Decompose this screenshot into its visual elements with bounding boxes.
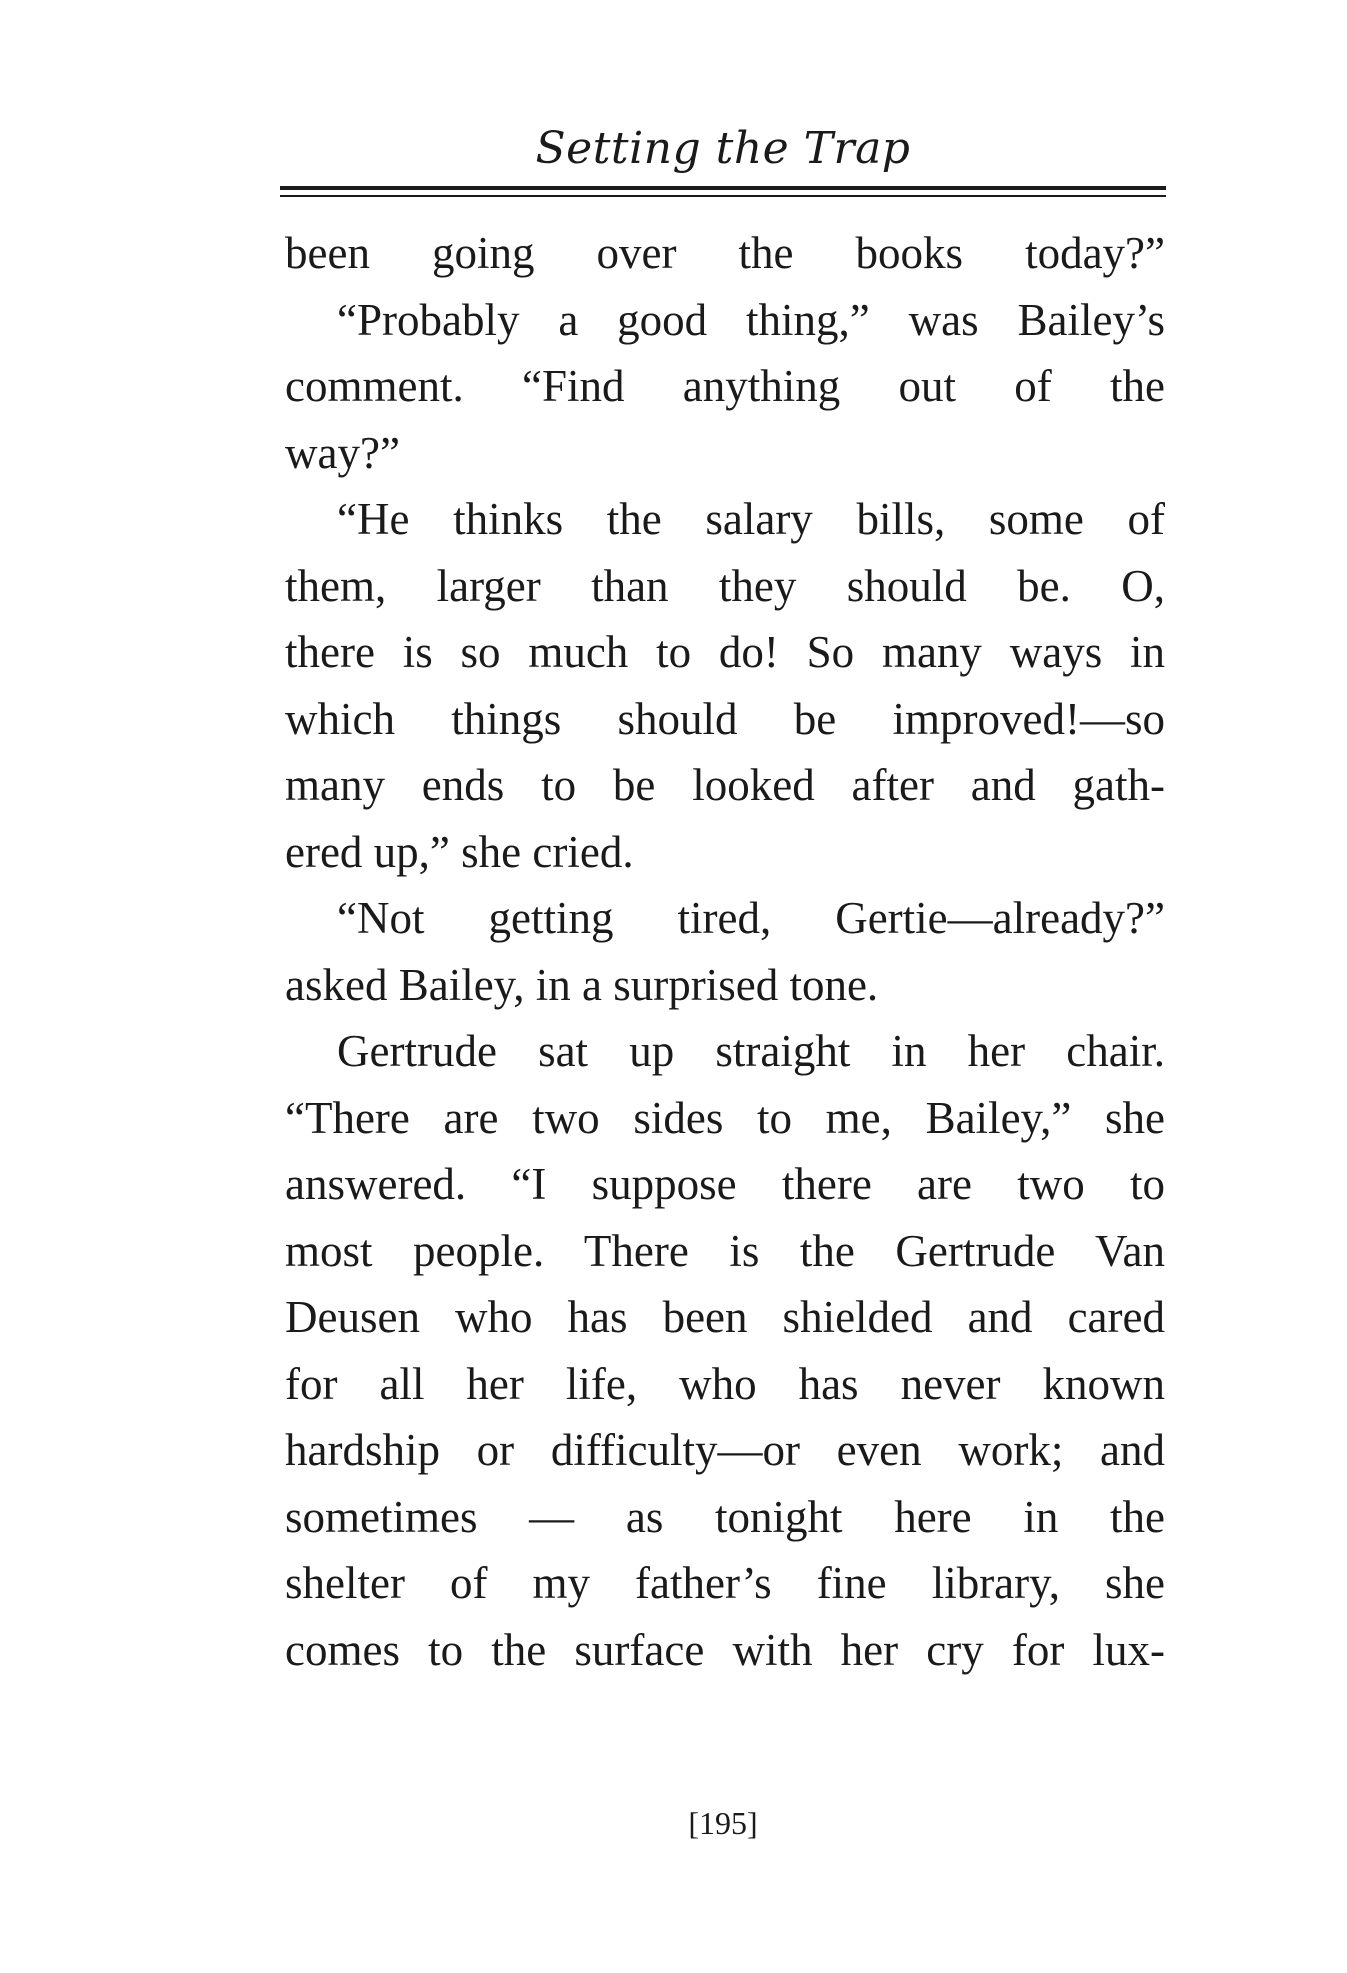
- header-rule-thin: [280, 195, 1166, 197]
- text-line: answered. “I suppose there are two to: [285, 1159, 1165, 1209]
- text-line: asked Bailey, in a surprised tone.: [285, 959, 879, 1010]
- text-line: “There are two sides to me, Bailey,” she: [285, 1092, 1165, 1143]
- text-line: “Probably a good thing,” was Bailey’s: [337, 294, 1165, 345]
- text-line: been going over the books today?”: [285, 228, 1165, 278]
- text-line: “He thinks the salary bills, some of: [337, 494, 1165, 544]
- text-line: shelter of my father’s fine library, she: [285, 1558, 1165, 1608]
- text-line: sometimes — as tonight here in the: [285, 1491, 1165, 1542]
- text-line: comment. “Find anything out of the: [285, 361, 1165, 411]
- text-line: them, larger than they should be. O,: [285, 560, 1165, 611]
- text-line: most people. There is the Gertrude Van: [285, 1225, 1165, 1276]
- header-rule-thick: [280, 186, 1166, 190]
- text-line: Deusen who has been shielded and cared: [285, 1292, 1165, 1342]
- text-line: hardship or difficulty—or even work; and: [285, 1425, 1165, 1475]
- page-number: [195]: [688, 1805, 758, 1841]
- text-line: way?”: [285, 427, 400, 478]
- text-line: which things should be improved!—so: [285, 693, 1165, 744]
- text-line: many ends to be looked after and gath-: [285, 760, 1165, 810]
- text-line: ered up,” she cried.: [285, 826, 634, 877]
- text-line: for all her life, who has never known: [285, 1358, 1165, 1409]
- text-line: comes to the surface with her cry for lux-: [285, 1624, 1165, 1675]
- running-head: Setting the Trap: [535, 123, 911, 174]
- text-line: Gertrude sat up straight in her chair.: [337, 1026, 1165, 1076]
- body-text: [285, 220, 1165, 1683]
- text-line: “Not getting tired, Gertie—already?”: [337, 893, 1165, 943]
- text-line: there is so much to do! So many ways in: [285, 627, 1165, 677]
